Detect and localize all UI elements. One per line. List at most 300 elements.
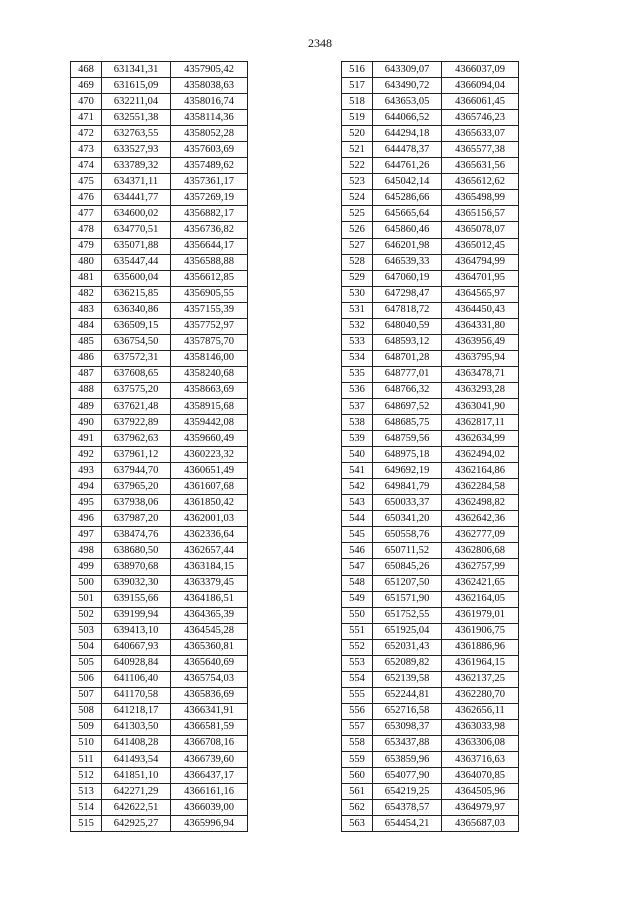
- x-coordinate-cell: 644478,37: [373, 142, 442, 158]
- point-number-cell: 502: [71, 607, 102, 623]
- table-row: [342, 784, 519, 800]
- point-number-cell: 561: [342, 784, 373, 800]
- table-row: [342, 575, 519, 591]
- x-coordinate-cell: 637965,20: [102, 479, 171, 495]
- y-coordinate-cell: 4361979,01: [442, 607, 519, 623]
- point-number-cell: 489: [71, 398, 102, 414]
- table-row: [342, 94, 519, 110]
- point-number-cell: 486: [71, 350, 102, 366]
- y-coordinate-cell: 4362164,86: [442, 463, 519, 479]
- x-coordinate-cell: 643309,07: [373, 62, 442, 78]
- x-coordinate-cell: 638474,76: [102, 527, 171, 543]
- table-row: [342, 318, 519, 334]
- point-number-cell: 492: [71, 447, 102, 463]
- x-coordinate-cell: 634600,02: [102, 206, 171, 222]
- y-coordinate-cell: 4364701,95: [442, 270, 519, 286]
- point-number-cell: 524: [342, 190, 373, 206]
- table-row: [71, 639, 248, 655]
- y-coordinate-cell: 4359660,49: [171, 431, 248, 447]
- table-row: [342, 639, 519, 655]
- y-coordinate-cell: 4358146,00: [171, 350, 248, 366]
- y-coordinate-cell: 4365612,62: [442, 174, 519, 190]
- point-number-cell: 544: [342, 511, 373, 527]
- y-coordinate-cell: 4363293,28: [442, 382, 519, 398]
- point-number-cell: 525: [342, 206, 373, 222]
- point-number-cell: 495: [71, 495, 102, 511]
- point-number-cell: 538: [342, 415, 373, 431]
- y-coordinate-cell: 4356644,17: [171, 238, 248, 254]
- point-number-cell: 488: [71, 382, 102, 398]
- table-row: [342, 190, 519, 206]
- point-number-cell: 556: [342, 703, 373, 719]
- y-coordinate-cell: 4363033,98: [442, 719, 519, 735]
- x-coordinate-cell: 641106,40: [102, 671, 171, 687]
- y-coordinate-cell: 4364070,85: [442, 768, 519, 784]
- table-row: [342, 431, 519, 447]
- y-coordinate-cell: 4365746,23: [442, 110, 519, 126]
- table-row: [71, 78, 248, 94]
- point-number-cell: 484: [71, 318, 102, 334]
- y-coordinate-cell: 4362280,70: [442, 687, 519, 703]
- x-coordinate-cell: 652139,58: [373, 671, 442, 687]
- point-number-cell: 530: [342, 286, 373, 302]
- x-coordinate-cell: 641170,58: [102, 687, 171, 703]
- y-coordinate-cell: 4363379,45: [171, 575, 248, 591]
- point-number-cell: 472: [71, 126, 102, 142]
- table-row: [342, 703, 519, 719]
- table-row: [342, 398, 519, 414]
- point-number-cell: 547: [342, 559, 373, 575]
- x-coordinate-cell: 648593,12: [373, 334, 442, 350]
- x-coordinate-cell: 633527,93: [102, 142, 171, 158]
- table-row: [71, 559, 248, 575]
- x-coordinate-cell: 637575,20: [102, 382, 171, 398]
- table-row: [342, 559, 519, 575]
- x-coordinate-cell: 642622,51: [102, 800, 171, 816]
- table-row: [342, 286, 519, 302]
- y-coordinate-cell: 4356882,17: [171, 206, 248, 222]
- point-number-cell: 480: [71, 254, 102, 270]
- coordinates-table-left: [70, 61, 248, 832]
- y-coordinate-cell: 4361607,68: [171, 479, 248, 495]
- x-coordinate-cell: 645665,64: [373, 206, 442, 222]
- x-coordinate-cell: 632551,38: [102, 110, 171, 126]
- y-coordinate-cell: 4365012,45: [442, 238, 519, 254]
- x-coordinate-cell: 652031,43: [373, 639, 442, 655]
- point-number-cell: 477: [71, 206, 102, 222]
- x-coordinate-cell: 648766,32: [373, 382, 442, 398]
- table-row: [342, 591, 519, 607]
- y-coordinate-cell: 4357905,42: [171, 62, 248, 78]
- x-coordinate-cell: 648685,75: [373, 415, 442, 431]
- x-coordinate-cell: 645860,46: [373, 222, 442, 238]
- point-number-cell: 559: [342, 752, 373, 768]
- y-coordinate-cell: 4362642,36: [442, 511, 519, 527]
- y-coordinate-cell: 4362336,64: [171, 527, 248, 543]
- x-coordinate-cell: 654077,90: [373, 768, 442, 784]
- y-coordinate-cell: 4365156,57: [442, 206, 519, 222]
- y-coordinate-cell: 4358240,68: [171, 366, 248, 382]
- point-number-cell: 536: [342, 382, 373, 398]
- table-row: [71, 511, 248, 527]
- y-coordinate-cell: 4363716,63: [442, 752, 519, 768]
- y-coordinate-cell: 4366161,16: [171, 784, 248, 800]
- point-number-cell: 496: [71, 511, 102, 527]
- y-coordinate-cell: 4365640,69: [171, 655, 248, 671]
- y-coordinate-cell: 4362284,58: [442, 479, 519, 495]
- table-row: [342, 415, 519, 431]
- table-row: [342, 142, 519, 158]
- point-number-cell: 507: [71, 687, 102, 703]
- x-coordinate-cell: 650341,20: [373, 511, 442, 527]
- table-row: [342, 238, 519, 254]
- table-row: [342, 511, 519, 527]
- y-coordinate-cell: 4361886,96: [442, 639, 519, 655]
- x-coordinate-cell: 647818,72: [373, 302, 442, 318]
- table-row: [71, 768, 248, 784]
- x-coordinate-cell: 643490,72: [373, 78, 442, 94]
- table-row: [71, 671, 248, 687]
- point-number-cell: 491: [71, 431, 102, 447]
- table-row: [342, 607, 519, 623]
- y-coordinate-cell: 4361964,15: [442, 655, 519, 671]
- y-coordinate-cell: 4357752,97: [171, 318, 248, 334]
- y-coordinate-cell: 4363956,49: [442, 334, 519, 350]
- x-coordinate-cell: 648701,28: [373, 350, 442, 366]
- x-coordinate-cell: 637944,70: [102, 463, 171, 479]
- x-coordinate-cell: 635071,88: [102, 238, 171, 254]
- table-row: [342, 719, 519, 735]
- table-row: [71, 174, 248, 190]
- point-number-cell: 468: [71, 62, 102, 78]
- x-coordinate-cell: 644066,52: [373, 110, 442, 126]
- x-coordinate-cell: 641493,54: [102, 752, 171, 768]
- x-coordinate-cell: 637961,12: [102, 447, 171, 463]
- y-coordinate-cell: 4360223,32: [171, 447, 248, 463]
- x-coordinate-cell: 648777,01: [373, 366, 442, 382]
- y-coordinate-cell: 4364979,97: [442, 800, 519, 816]
- x-coordinate-cell: 638680,50: [102, 543, 171, 559]
- point-number-cell: 548: [342, 575, 373, 591]
- point-number-cell: 522: [342, 158, 373, 174]
- point-number-cell: 521: [342, 142, 373, 158]
- y-coordinate-cell: 4363795,94: [442, 350, 519, 366]
- x-coordinate-cell: 640667,93: [102, 639, 171, 655]
- x-coordinate-cell: 644294,18: [373, 126, 442, 142]
- point-number-cell: 483: [71, 302, 102, 318]
- x-coordinate-cell: 651571,90: [373, 591, 442, 607]
- table-row: [342, 447, 519, 463]
- x-coordinate-cell: 653437,88: [373, 735, 442, 751]
- table-row: [71, 222, 248, 238]
- point-number-cell: 501: [71, 591, 102, 607]
- table-row: [71, 527, 248, 543]
- point-number-cell: 537: [342, 398, 373, 414]
- y-coordinate-cell: 4362657,44: [171, 543, 248, 559]
- x-coordinate-cell: 645042,14: [373, 174, 442, 190]
- y-coordinate-cell: 4358052,28: [171, 126, 248, 142]
- y-coordinate-cell: 4362634,99: [442, 431, 519, 447]
- y-coordinate-cell: 4364186,51: [171, 591, 248, 607]
- point-number-cell: 555: [342, 687, 373, 703]
- x-coordinate-cell: 654219,25: [373, 784, 442, 800]
- table-row: [71, 703, 248, 719]
- point-number-cell: 546: [342, 543, 373, 559]
- table-row: [342, 752, 519, 768]
- table-row: [342, 222, 519, 238]
- x-coordinate-cell: 636215,85: [102, 286, 171, 302]
- x-coordinate-cell: 644761,26: [373, 158, 442, 174]
- table-row: [71, 302, 248, 318]
- point-number-cell: 549: [342, 591, 373, 607]
- x-coordinate-cell: 634371,11: [102, 174, 171, 190]
- table-row: [71, 94, 248, 110]
- y-coordinate-cell: 4364331,80: [442, 318, 519, 334]
- point-number-cell: 543: [342, 495, 373, 511]
- point-number-cell: 499: [71, 559, 102, 575]
- table-row: [342, 527, 519, 543]
- x-coordinate-cell: 634770,51: [102, 222, 171, 238]
- table-row: [342, 768, 519, 784]
- point-number-cell: 512: [71, 768, 102, 784]
- x-coordinate-cell: 637572,31: [102, 350, 171, 366]
- x-coordinate-cell: 653859,96: [373, 752, 442, 768]
- x-coordinate-cell: 651925,04: [373, 623, 442, 639]
- x-coordinate-cell: 650845,26: [373, 559, 442, 575]
- table-row: [71, 158, 248, 174]
- point-number-cell: 557: [342, 719, 373, 735]
- page-number: 2348: [308, 36, 332, 50]
- y-coordinate-cell: 4357603,69: [171, 142, 248, 158]
- y-coordinate-cell: 4365078,07: [442, 222, 519, 238]
- coordinates-table-right: [341, 61, 519, 832]
- point-number-cell: 515: [71, 816, 102, 832]
- table-row: [342, 366, 519, 382]
- point-number-cell: 539: [342, 431, 373, 447]
- table-row: [71, 415, 248, 431]
- point-number-cell: 542: [342, 479, 373, 495]
- point-number-cell: 519: [342, 110, 373, 126]
- table-row: [71, 431, 248, 447]
- x-coordinate-cell: 637608,65: [102, 366, 171, 382]
- table-row: [71, 142, 248, 158]
- table-row: [71, 784, 248, 800]
- point-number-cell: 509: [71, 719, 102, 735]
- x-coordinate-cell: 636509,15: [102, 318, 171, 334]
- point-number-cell: 558: [342, 735, 373, 751]
- y-coordinate-cell: 4364505,96: [442, 784, 519, 800]
- table-row: [71, 398, 248, 414]
- point-number-cell: 476: [71, 190, 102, 206]
- x-coordinate-cell: 651207,50: [373, 575, 442, 591]
- y-coordinate-cell: 4358663,69: [171, 382, 248, 398]
- table-row: [71, 816, 248, 832]
- table-row: [342, 254, 519, 270]
- point-number-cell: 493: [71, 463, 102, 479]
- table-row: [342, 623, 519, 639]
- table-row: [71, 318, 248, 334]
- point-number-cell: 552: [342, 639, 373, 655]
- x-coordinate-cell: 649841,79: [373, 479, 442, 495]
- point-number-cell: 562: [342, 800, 373, 816]
- y-coordinate-cell: 4357269,19: [171, 190, 248, 206]
- y-coordinate-cell: 4366037,09: [442, 62, 519, 78]
- point-number-cell: 481: [71, 270, 102, 286]
- x-coordinate-cell: 650033,37: [373, 495, 442, 511]
- y-coordinate-cell: 4362001,03: [171, 511, 248, 527]
- x-coordinate-cell: 641408,28: [102, 735, 171, 751]
- table-row: [342, 158, 519, 174]
- table-row: [342, 495, 519, 511]
- table-row: [71, 655, 248, 671]
- y-coordinate-cell: 4364794,99: [442, 254, 519, 270]
- point-number-cell: 500: [71, 575, 102, 591]
- y-coordinate-cell: 4362817,11: [442, 415, 519, 431]
- y-coordinate-cell: 4357361,17: [171, 174, 248, 190]
- table-row: [342, 174, 519, 190]
- table-row: [71, 495, 248, 511]
- y-coordinate-cell: 4362757,99: [442, 559, 519, 575]
- table-row: [71, 607, 248, 623]
- table-row: [71, 479, 248, 495]
- point-number-cell: 520: [342, 126, 373, 142]
- table-row: [71, 366, 248, 382]
- y-coordinate-cell: 4364365,39: [171, 607, 248, 623]
- point-number-cell: 516: [342, 62, 373, 78]
- y-coordinate-cell: 4358114,36: [171, 110, 248, 126]
- point-number-cell: 526: [342, 222, 373, 238]
- table-row: [342, 334, 519, 350]
- x-coordinate-cell: 632211,04: [102, 94, 171, 110]
- y-coordinate-cell: 4362164,05: [442, 591, 519, 607]
- x-coordinate-cell: 641218,17: [102, 703, 171, 719]
- point-number-cell: 497: [71, 527, 102, 543]
- table-row: [71, 126, 248, 142]
- table-row: [71, 543, 248, 559]
- table-row: [71, 62, 248, 78]
- point-number-cell: 511: [71, 752, 102, 768]
- x-coordinate-cell: 639413,10: [102, 623, 171, 639]
- x-coordinate-cell: 637621,48: [102, 398, 171, 414]
- x-coordinate-cell: 639199,94: [102, 607, 171, 623]
- y-coordinate-cell: 4356905,55: [171, 286, 248, 302]
- x-coordinate-cell: 640928,84: [102, 655, 171, 671]
- x-coordinate-cell: 648759,56: [373, 431, 442, 447]
- point-number-cell: 482: [71, 286, 102, 302]
- table-row: [71, 463, 248, 479]
- y-coordinate-cell: 4362137,25: [442, 671, 519, 687]
- y-coordinate-cell: 4362656,11: [442, 703, 519, 719]
- table-row: [71, 286, 248, 302]
- table-row: [342, 126, 519, 142]
- point-number-cell: 535: [342, 366, 373, 382]
- point-number-cell: 490: [71, 415, 102, 431]
- table-row: [342, 350, 519, 366]
- table-row: [342, 110, 519, 126]
- point-number-cell: 523: [342, 174, 373, 190]
- point-number-cell: 529: [342, 270, 373, 286]
- y-coordinate-cell: 4364450,43: [442, 302, 519, 318]
- table-row: [342, 62, 519, 78]
- point-number-cell: 498: [71, 543, 102, 559]
- x-coordinate-cell: 643653,05: [373, 94, 442, 110]
- y-coordinate-cell: 4362777,09: [442, 527, 519, 543]
- point-number-cell: 517: [342, 78, 373, 94]
- table-row: [71, 382, 248, 398]
- point-number-cell: 545: [342, 527, 373, 543]
- y-coordinate-cell: 4363306,08: [442, 735, 519, 751]
- table-row: [342, 78, 519, 94]
- point-number-cell: 514: [71, 800, 102, 816]
- point-number-cell: 469: [71, 78, 102, 94]
- x-coordinate-cell: 635600,04: [102, 270, 171, 286]
- x-coordinate-cell: 647060,19: [373, 270, 442, 286]
- y-coordinate-cell: 4358915,68: [171, 398, 248, 414]
- y-coordinate-cell: 4366708,16: [171, 735, 248, 751]
- y-coordinate-cell: 4362421,65: [442, 575, 519, 591]
- table-row: [342, 382, 519, 398]
- x-coordinate-cell: 639032,30: [102, 575, 171, 591]
- x-coordinate-cell: 637922,89: [102, 415, 171, 431]
- table-row: [71, 719, 248, 735]
- x-coordinate-cell: 645286,66: [373, 190, 442, 206]
- y-coordinate-cell: 4366341,91: [171, 703, 248, 719]
- x-coordinate-cell: 652716,58: [373, 703, 442, 719]
- y-coordinate-cell: 4366039,00: [171, 800, 248, 816]
- y-coordinate-cell: 4366094,04: [442, 78, 519, 94]
- y-coordinate-cell: 4365836,69: [171, 687, 248, 703]
- x-coordinate-cell: 636754,50: [102, 334, 171, 350]
- table-row: [71, 190, 248, 206]
- table-row: [71, 735, 248, 751]
- point-number-cell: 471: [71, 110, 102, 126]
- x-coordinate-cell: 648040,59: [373, 318, 442, 334]
- y-coordinate-cell: 4364565,97: [442, 286, 519, 302]
- y-coordinate-cell: 4357489,62: [171, 158, 248, 174]
- point-number-cell: 487: [71, 366, 102, 382]
- table-row: [342, 735, 519, 751]
- x-coordinate-cell: 652244,81: [373, 687, 442, 703]
- point-number-cell: 527: [342, 238, 373, 254]
- y-coordinate-cell: 4358038,63: [171, 78, 248, 94]
- y-coordinate-cell: 4365360,81: [171, 639, 248, 655]
- y-coordinate-cell: 4357155,39: [171, 302, 248, 318]
- y-coordinate-cell: 4364545,28: [171, 623, 248, 639]
- point-number-cell: 554: [342, 671, 373, 687]
- point-number-cell: 550: [342, 607, 373, 623]
- y-coordinate-cell: 4358016,74: [171, 94, 248, 110]
- table-row: [342, 479, 519, 495]
- y-coordinate-cell: 4356736,82: [171, 222, 248, 238]
- table-row: [342, 687, 519, 703]
- y-coordinate-cell: 4357875,70: [171, 334, 248, 350]
- y-coordinate-cell: 4366581,59: [171, 719, 248, 735]
- point-number-cell: 508: [71, 703, 102, 719]
- table-row: [71, 254, 248, 270]
- x-coordinate-cell: 631615,09: [102, 78, 171, 94]
- table-row: [71, 687, 248, 703]
- point-number-cell: 475: [71, 174, 102, 190]
- table-row: [342, 800, 519, 816]
- x-coordinate-cell: 646539,33: [373, 254, 442, 270]
- table-row: [71, 800, 248, 816]
- point-number-cell: 473: [71, 142, 102, 158]
- y-coordinate-cell: 4365754,03: [171, 671, 248, 687]
- y-coordinate-cell: 4366061,45: [442, 94, 519, 110]
- x-coordinate-cell: 641851,10: [102, 768, 171, 784]
- point-number-cell: 533: [342, 334, 373, 350]
- y-coordinate-cell: 4363478,71: [442, 366, 519, 382]
